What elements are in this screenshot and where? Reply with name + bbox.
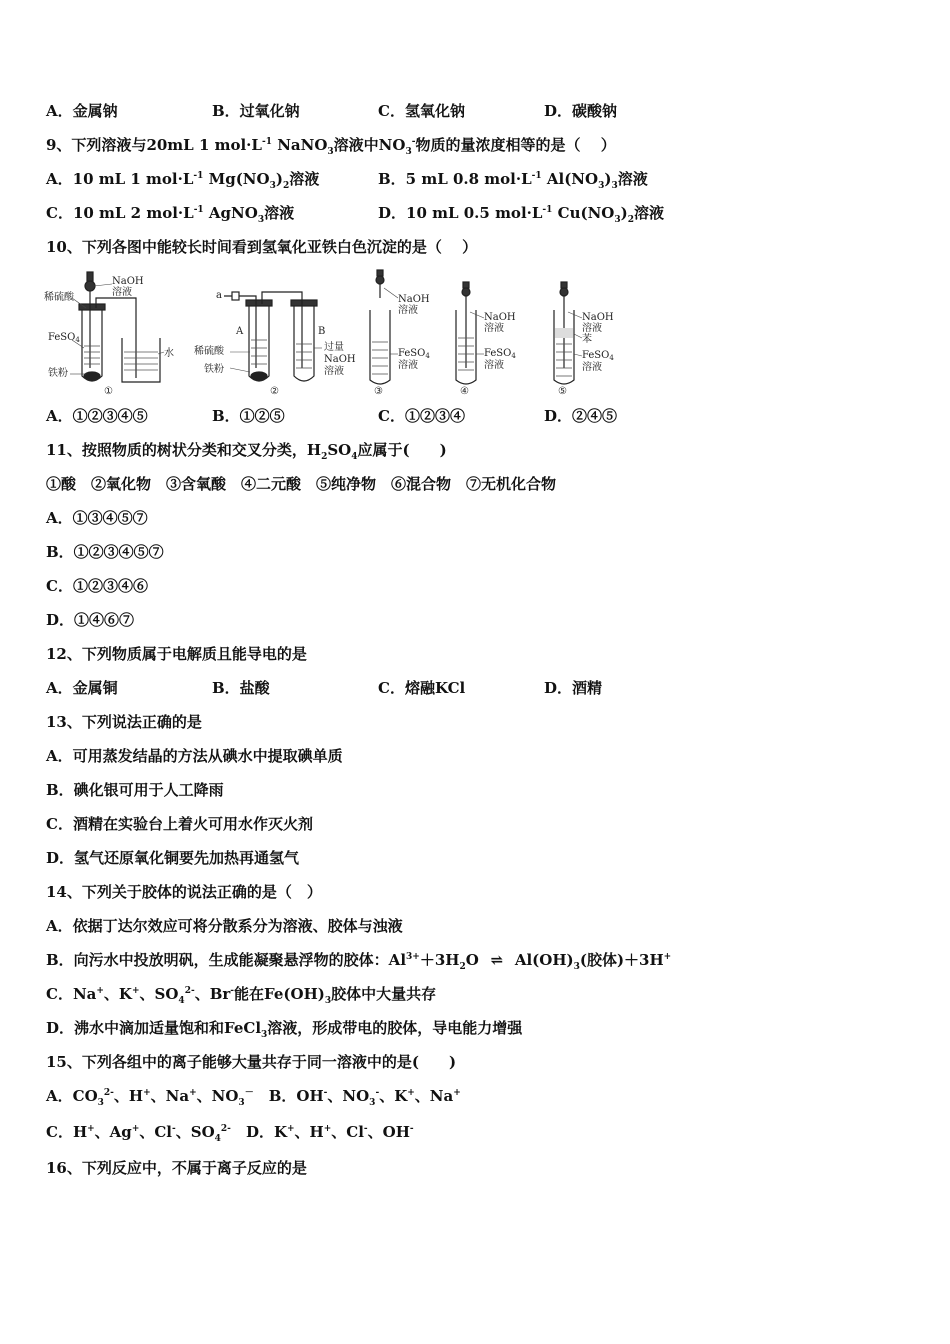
q11-stem: 11、按照物质的树状分类和交叉分类，$H_2SO_4$应属于( ) <box>46 441 447 462</box>
q15-options-cd: C．H+、Ag+、Cl-、$SO_4^{2-}$ D．K+、H+、Cl-、OH- <box>46 1123 414 1144</box>
d1-feso4-label: FeSO$_4$ <box>48 332 80 344</box>
q10-apparatus-figure <box>44 268 644 398</box>
d3-caption: ③ <box>374 386 383 397</box>
d2-A-label: A <box>236 326 244 337</box>
q13-option-d: D．氢气还原氧化铜要先加热再通氢气 <box>46 849 300 867</box>
q11-option-b: B．①②③④⑤⑦ <box>46 543 164 561</box>
d2-excess-label: 过量 <box>324 342 344 353</box>
q11-list: ①酸 ②氧化物 ③含氧酸 ④二元酸 ⑤纯净物 ⑥混合物 ⑦无机化合物 <box>46 475 557 493</box>
d5-naoh-label: NaOH <box>582 312 614 323</box>
q13-option-a: A．可用蒸发结晶的方法从碘水中提取碘单质 <box>46 747 343 765</box>
q10-stem: 10、下列各图中能较长时间看到氢氧化亚铁白色沉淀的是（ ） <box>46 238 478 256</box>
d5-rongye2-label: 溶液 <box>582 362 602 373</box>
q13-option-c: C．酒精在实验台上着火可用水作灭火剂 <box>46 815 313 833</box>
d4-rongye-label: 溶液 <box>484 323 504 334</box>
q15-options-ab: A．$CO_3^{2-}$、H+、Na+、$NO_3^-$ B．OH-、$NO_3^-$、K+、Na+ <box>46 1087 461 1108</box>
diagram-3 <box>370 270 390 384</box>
q9-option-b: B．5 mL 0.8 $mol\cdot L^{-1}$ $Al(NO_3)_3$溶液 <box>378 170 648 191</box>
q9-stem: 9、下列溶液与20mL 1 $mol\cdot L^{-1}$ NaNO$_3$溶液中$NO_3^-$物质的量浓度相等的是（ ） <box>46 136 616 157</box>
d1-iron-powder-label: 铁粉 <box>48 368 68 379</box>
d2-rongye-label: 溶液 <box>324 366 344 377</box>
diagram-5 <box>554 282 574 384</box>
q8-option-a: A．金属钠 <box>46 102 118 120</box>
d2-iron-powder-label: 铁粉 <box>204 364 224 375</box>
q9-option-d: D．10 mL 0.5 $mol\cdot L^{-1}$ $Cu(NO_3)_2$溶液 <box>378 204 665 225</box>
d5-caption: ⑤ <box>558 386 567 397</box>
d4-rongye2-label: 溶液 <box>484 360 504 371</box>
q14-option-d: D．沸水中滴加适量饱和和FeCl$_3$溶液，形成带电的胶体，导电能力增强 <box>46 1019 523 1040</box>
d4-caption: ④ <box>460 386 469 397</box>
d5-rongye-label: 溶液 <box>582 323 602 334</box>
q10-option-b: B．①②⑤ <box>212 407 285 425</box>
d2-B-label: B <box>318 326 326 337</box>
d1-rongye-label: 溶液 <box>112 287 132 298</box>
q10-option-c: C．①②③④ <box>378 407 465 425</box>
q9-option-a: A．10 mL 1 $mol\cdot L^{-1}$ $Mg(NO_3)_2$溶液 <box>46 170 320 191</box>
d4-naoh-label: NaOH <box>484 312 516 323</box>
q10-option-a: A．①②③④⑤ <box>46 407 148 425</box>
q8-option-b: B．过氧化钠 <box>212 102 300 120</box>
d2-dilute-acid-label: 稀硫酸 <box>194 346 224 357</box>
d5-benzene-label: 苯 <box>582 334 592 345</box>
q13-stem: 13、下列说法正确的是 <box>46 713 202 731</box>
q12-option-b: B．盐酸 <box>212 679 270 697</box>
d1-caption: ① <box>104 386 113 397</box>
q8-option-d: D．碳酸钠 <box>544 102 618 120</box>
q14-stem: 14、下列关于胶体的说法正确的是（ ） <box>46 883 322 901</box>
d1-water-label: 水 <box>164 348 174 359</box>
q14-option-a: A．依据丁达尔效应可将分散系分为溶液、胶体与浊液 <box>46 917 403 935</box>
d3-naoh-label: NaOH <box>398 294 430 305</box>
q15-stem: 15、下列各组中的离子能够大量共存于同一溶液中的是( ) <box>46 1053 457 1071</box>
q11-option-c: C．①②③④⑥ <box>46 577 148 595</box>
d4-feso4-label: FeSO$_4$ <box>484 348 516 360</box>
d2-a-label: a <box>216 290 222 301</box>
q12-option-d: D．酒精 <box>544 679 603 697</box>
q11-option-a: A．①③④⑤⑦ <box>46 509 148 527</box>
d1-naoh-label: NaOH <box>112 276 144 287</box>
q13-option-b: B．碘化银可用于人工降雨 <box>46 781 224 799</box>
q14-option-c: C．Na+、K+、$SO_4^{2-}$、Br-能在$Fe(OH)_3$胶体中大量共存 <box>46 985 437 1006</box>
diagram-4 <box>456 282 476 384</box>
q9-option-c: C．10 mL 2 $mol\cdot L^{-1}$ AgNO$_3$溶液 <box>46 204 295 225</box>
q14-option-b: B．向污水中投放明矾，生成能凝聚悬浮物的胶体：$Al^{3+}+3H_2O$ ⇌ $Al(OH)_3$(胶体)＋3H+ <box>46 951 672 972</box>
q12-option-c: C．熔融KCl <box>378 679 466 697</box>
q11-option-d: D．①④⑥⑦ <box>46 611 135 629</box>
d3-feso4-label: FeSO$_4$ <box>398 348 430 360</box>
d3-rongye-label: 溶液 <box>398 305 418 316</box>
d1-dilute-acid-label: 稀硫酸 <box>44 292 74 303</box>
q12-option-a: A．金属铜 <box>46 679 118 697</box>
d2-naoh-label: NaOH <box>324 354 356 365</box>
q10-option-d: D．②④⑤ <box>544 407 618 425</box>
q12-stem: 12、下列物质属于电解质且能导电的是 <box>46 645 307 663</box>
q16-stem: 16、下列反应中，不属于离子反应的是 <box>46 1159 307 1177</box>
d3-rongye2-label: 溶液 <box>398 360 418 371</box>
d5-feso4-label: FeSO$_4$ <box>582 350 614 362</box>
q8-option-c: C．氢氧化钠 <box>378 102 465 120</box>
d2-caption: ② <box>270 386 279 397</box>
